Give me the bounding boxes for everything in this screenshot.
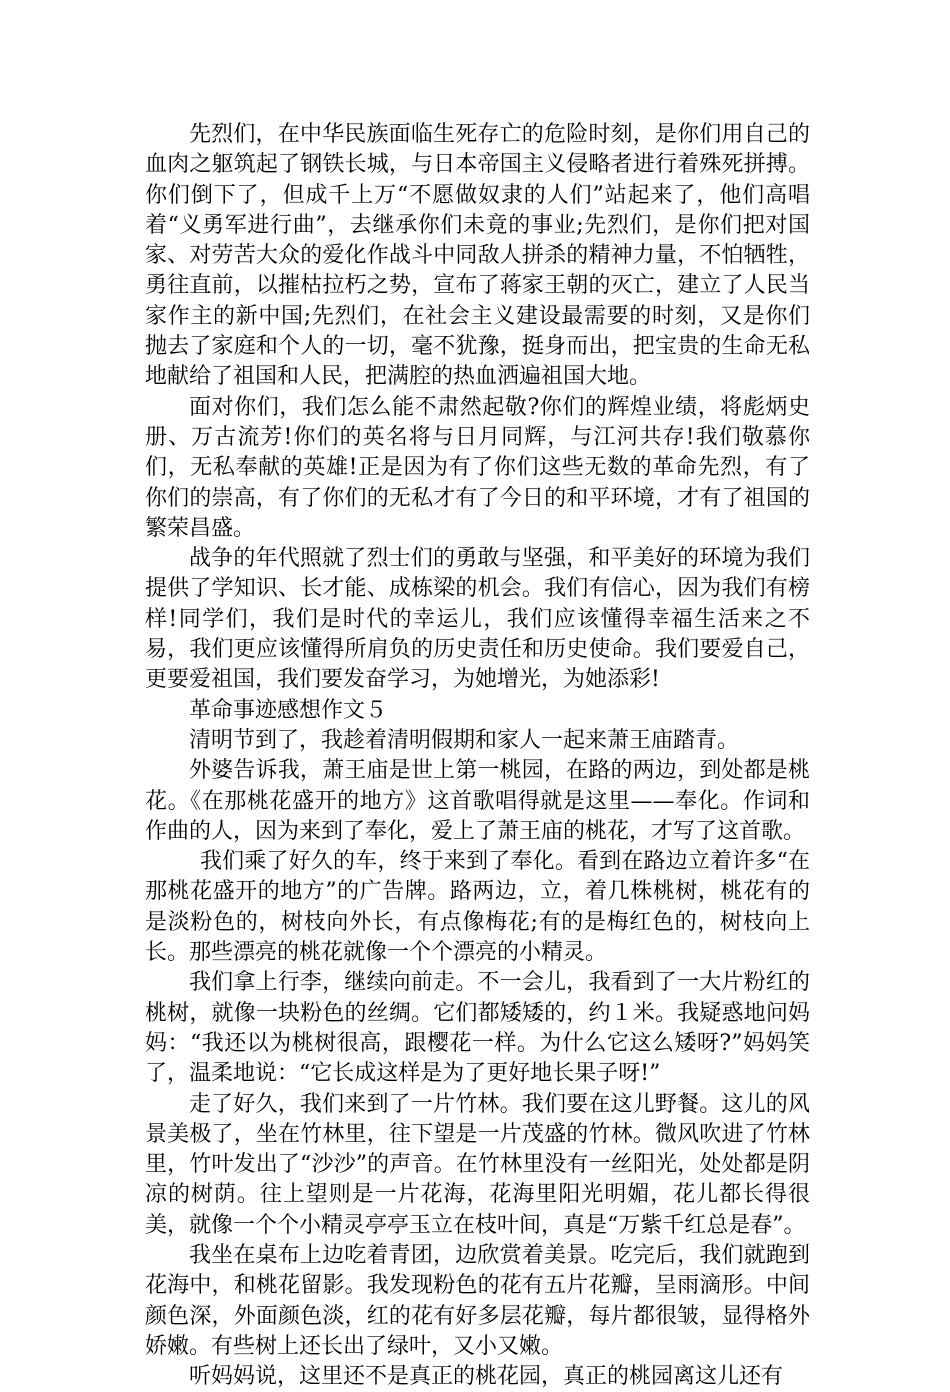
paragraph-arrival: 我们乘了好久的车，终于来到了奉化。看到在路边立着许多“在那桃花盛开的地方”的广告牌。路两边，立，着几株桃树，桃花有的是淡粉色的，树枝向外长，有点像梅花;有的是梅红色的，树枝向上长。那些漂亮的桃花就像一个个漂亮的小精灵。 xyxy=(145,849,810,966)
essay-heading: 革命事迹感想作文５ xyxy=(189,697,388,723)
paragraph-grandma: 外婆告诉我，萧王庙是世上第一桃园，在路的两边，到处都是桃花。《在那桃花盛开的地方》这首歌唱得就是这里——奉化。作词和作曲的人，因为来到了奉化，爱上了萧王庙的桃花，才写了这首歌。 xyxy=(145,758,810,844)
paragraph-mom-says: 听妈妈说，这里还不是真正的桃花园，真正的桃园离这儿还有 xyxy=(189,1364,784,1390)
paragraph-martyrs-sacrifice: 先烈们，在中华民族面临生死存亡的危险时刻，是你们用自己的血肉之躯筑起了钢铁长城，与日本帝国主义侵略者进行着殊死拼搏。你们倒下了，但成千上万“不愿做奴隶的人们”站起来了，他们高唱着“义勇军进行曲”，去继承你们未竟的事业;先烈们，是你们把对国家、对劳苦大众的爱化作战斗中同敌人拼杀的精神力量，不怕牺牲，勇往直前，以摧枯拉朽之势，宣布了蒋家王朝的灭亡，建立了人民当家作主的新中国;先烈们，在社会主义建设最需要的时刻，又是你们抛去了家庭和个人的一切，毫不犹豫，挺身而出，把宝贵的生命无私地献给了祖国和人民，把满腔的热血洒遍祖国大地。 xyxy=(145,122,810,390)
paragraph-bamboo-forest: 走了好久，我们来到了一片竹林。我们要在这儿野餐。这儿的风景美极了，坐在竹林里，往下望是一片茂盛的竹林。微风吹进了竹林里，竹叶发出了“沙沙”的声音。在竹林里没有一丝阳光，处处都是阴凉的树荫。往上望则是一片花海，花海里阳光明媚，花儿都长得很美，就像一个个小精灵亭亭玉立在枝叶间，真是“万紫千红总是春”。 xyxy=(145,1091,810,1238)
paragraph-qingming: 清明节到了，我趁着清明假期和家人一起来萧王庙踏青。 xyxy=(189,727,740,753)
paragraph-respect: 面对你们，我们怎么能不肃然起敬?你们的辉煌业绩，将彪炳史册、万古流芳!你们的英名将与日月同辉，与江河共存!我们敬慕你们，无私奉献的英雄!正是因为有了你们这些无数的革命先烈，有了你们的崇高，有了你们的无私才有了今日的和平环境，才有了祖国的繁荣昌盛。 xyxy=(145,394,810,541)
paragraph-peace-era: 战争的年代照就了烈士们的勇敢与坚强，和平美好的环境为我们提供了学知识、长才能、成栋梁的机会。我们有信心，因为我们有榜样!同学们，我们是时代的幸运儿，我们应该懂得幸福生活来之不易，我们更应该懂得所肩负的历史责任和历史使命。我们要爱自己，更要爱祖国，我们要发奋学习，为她增光，为她添彩! xyxy=(145,546,810,693)
paragraph-picnic: 我坐在桌布上边吃着青团，边欣赏着美景。吃完后，我们就跑到花海中，和桃花留影。我发现粉色的花有五片花瓣，呈雨滴形。中间颜色深，外面颜色淡，红的花有好多层花瓣，每片都很皱，显得格外娇嫩。有些树上还长出了绿叶，又小又嫩。 xyxy=(145,1242,810,1359)
paragraph-peach-trees: 我们拿上行李，继续向前走。不一会儿，我看到了一大片粉红的桃树，就像一块粉色的丝绸。它们都矮矮的，约１米。我疑惑地问妈妈：“我还以为桃树很高，跟樱花一样。为什么它这么矮呀?”妈妈笑了，温柔地说：“它长成这样是为了更好地长果子呀!” xyxy=(145,970,810,1087)
document-page xyxy=(145,120,810,1392)
